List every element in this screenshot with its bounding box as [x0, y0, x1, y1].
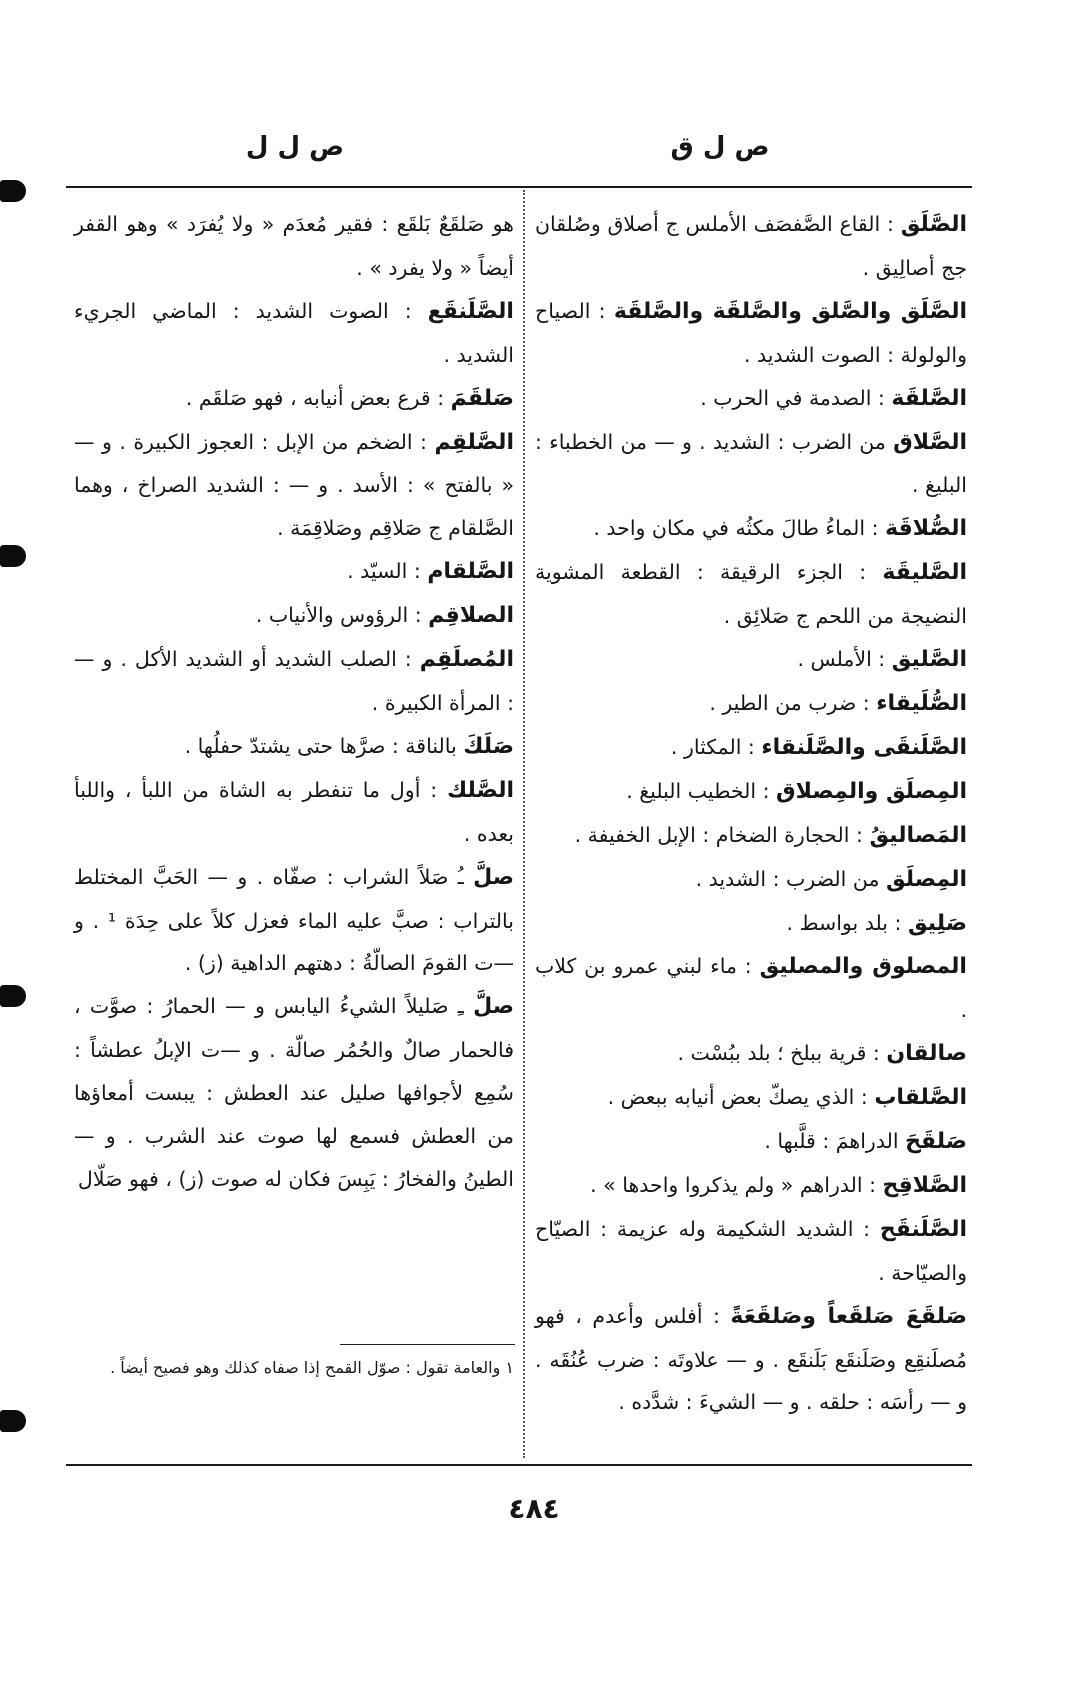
entry-headword: الصَّلاق — [893, 429, 967, 455]
entry-definition: : ماء لبني عمرو بن كلاب . — [535, 954, 967, 1023]
entry-headword: صالقان — [886, 1041, 967, 1067]
dictionary-entry — [535, 551, 967, 638]
dictionary-entry — [535, 638, 967, 682]
dictionary-entry — [74, 290, 514, 377]
dictionary-entry — [535, 945, 967, 1032]
dictionary-entry — [535, 770, 967, 814]
binding-mark — [0, 1410, 26, 1432]
entry-headword: الصَّليق — [891, 647, 967, 673]
dictionary-entry — [535, 1164, 967, 1208]
dictionary-entry — [74, 985, 514, 1201]
binding-mark — [0, 985, 26, 1007]
dictionary-entry — [535, 1208, 967, 1295]
entry-headword: صلَّ — [473, 864, 514, 890]
dictionary-entry — [74, 725, 514, 769]
entry-definition: من الضرب : الشديد . و — من الخطباء : البليغ . — [535, 429, 967, 498]
entry-definition: : قرع بعض أنيابه ، فهو صَلقَم . — [185, 385, 445, 410]
entry-headword: المِصلَق — [885, 866, 967, 892]
entry-definition: : الصدمة في الحرب . — [700, 385, 885, 410]
dictionary-entry — [74, 421, 514, 551]
entry-headword: صَلَكَ — [463, 733, 514, 759]
entry-definition: : الجزء الرقيقة : القطعة المشوية النضيجة من اللحم ج صَلائِق . — [535, 560, 967, 629]
entry-headword: الصَّلَق والصَّلق والصَّلقَة والصَّلقَة — [613, 298, 967, 324]
dictionary-entry — [535, 421, 967, 508]
entry-headword: الصَّلَنقَح — [879, 1216, 967, 1242]
entry-definition: : الشديد الشكيمة وله عزيمة : الصيّاح والصيّاحة . — [535, 1216, 967, 1285]
entry-definition: : الصلب الشديد أو الشديد الأكل . و — : المرأة الكبيرة . — [74, 647, 514, 715]
left-column — [74, 203, 514, 1201]
entry-definition: ـِ صَليلاً الشيءُ اليابس و — الحمارُ : صوَّت ، فالحمار صالٌ والحُمُر صالّة . و —ت الإبلُ عطشاً : سُمِع لأجوافها صليل عند العطش : يبست أمعاؤها من العطش فسمع لها صوت عند الشرب . و — الطينُ والفخارُ : يَبِسَ فكان له صوت (ز) ، فهو صَلّال — [74, 994, 514, 1191]
entry-definition: : أول ما تنفطر به الشاة من اللبأ ، واللبأ بعده . — [74, 777, 514, 846]
entry-definition: : الحجارة الضخام : الإبل الخفيفة . — [574, 822, 863, 847]
dictionary-entry — [74, 550, 514, 594]
dictionary-entry — [535, 1076, 967, 1120]
entry-definition: : القاع الصَّفصَف الأملس ج أصلاق وصُلقان جج أصالِيق . — [535, 212, 967, 280]
entry-definition: : الرؤوس والأنياب . — [255, 603, 422, 628]
footnote-rule — [340, 1344, 515, 1345]
entry-definition: : الضخم من الإبل : العجوز الكبيرة . و — « بالفتح » : الأسد . و — : الشديد الصراخ ، وهما الصَّلقام ج صَلاقِم وصَلاقِمَة . — [74, 429, 514, 541]
entry-headword: المصلوق والمصليق — [759, 954, 967, 980]
dictionary-entry — [535, 726, 967, 770]
entry-headword: الصَّلقاب — [874, 1085, 967, 1111]
entry-headword: صَلقَمَ — [450, 385, 514, 411]
dictionary-entry — [74, 638, 514, 725]
dictionary-entry — [535, 1032, 967, 1076]
dictionary-entry — [74, 377, 514, 421]
dictionary-entry — [535, 1295, 967, 1425]
entry-definition: هو صَلقَعٌ بَلقَع : فقير مُعدَم « ولا يُفرَد » وهو القفر أيضاً « ولا يفرد » . — [74, 212, 514, 280]
entry-definition: من الضرب : الشديد . — [695, 866, 880, 891]
bottom-rule — [66, 1464, 972, 1466]
entry-headword: صَلقَحَ — [905, 1129, 967, 1155]
entry-definition: : السيّد . — [347, 559, 421, 584]
entry-headword: الصَّلك — [447, 777, 514, 803]
entry-headword: المِصلَق والمِصلاق — [776, 778, 967, 804]
entry-definition: : الدراهم « ولم يذكروا واحدها » . — [590, 1172, 877, 1197]
dictionary-entry — [74, 856, 514, 986]
entry-definition: : الأملس . — [797, 647, 886, 672]
footnote: ١ والعامة تقول : صوّل القمح إذا صفاه كذلك وهو فصيح أيضاً . — [110, 1358, 514, 1377]
dictionary-entry — [535, 902, 967, 946]
entry-definition: : الخطيب البليغ . — [626, 778, 770, 803]
dictionary-entry — [535, 203, 967, 290]
top-rule — [66, 186, 972, 188]
entry-headword: الصَّلَنقَع — [427, 298, 514, 324]
entry-headword: صلَّ — [473, 994, 514, 1020]
column-divider — [523, 190, 525, 1458]
page-number: ٤٨٤ — [508, 1492, 560, 1525]
entry-headword: الصَّلقِم — [434, 429, 514, 455]
dictionary-entry — [535, 682, 967, 726]
entry-headword: الصُّلَيقاء — [876, 690, 967, 716]
dictionary-entry — [535, 377, 967, 421]
entry-definition: : الصوت الشديد : الماضي الجريء الشديد . — [74, 298, 514, 367]
entry-definition: بالناقة : صرَّها حتى يشتدّ حفلُها . — [184, 733, 457, 758]
entry-headword: الصَّلقام — [427, 559, 514, 585]
dictionary-entry — [535, 1120, 967, 1164]
entry-definition: : أفلس وأعدم ، فهو مُصلَنقِع وصَلَنقَع بَلَنقَع . و — علاوتَه : ضرب عُنُقَه . و — رأسَه : حلقه . و — الشيءَ : شدَّده . — [535, 1303, 967, 1415]
entry-headword: المُصلَقِم — [419, 647, 514, 673]
entry-headword: الصَّلاقِح — [882, 1172, 967, 1198]
entry-definition: الدراهمَ : قلَّبها . — [764, 1129, 899, 1154]
root-header-right: ص ل ق — [670, 132, 770, 162]
entry-headword: الصَّليقَة — [882, 560, 967, 586]
root-header-left: ص ل ل — [245, 132, 345, 162]
dictionary-entry — [535, 858, 967, 902]
entry-definition: : بلد بواسط . — [786, 910, 902, 935]
entry-headword: الصُّلاقَة — [885, 516, 967, 542]
entry-definition: : الصياح والولولة : الصوت الشديد . — [535, 298, 967, 367]
binding-mark — [0, 545, 26, 567]
dictionary-entry — [74, 594, 514, 638]
entry-definition: : الماءُ طالَ مكثُه في مكان واحد . — [593, 516, 879, 541]
dictionary-entry — [74, 203, 514, 290]
entry-definition: : قرية ببلخ ؛ بلد ببُسْت . — [677, 1041, 880, 1066]
entry-headword: المَصاليقُ — [869, 822, 967, 848]
entry-definition: : الذي يصكّ بعض أنيابه ببعض . — [607, 1085, 868, 1110]
entry-headword: الصَّلقَة — [891, 385, 967, 411]
entry-definition: : ضرب من الطير . — [709, 690, 870, 715]
dictionary-entry — [535, 290, 967, 377]
entry-headword: صَلِيق — [907, 910, 967, 936]
dictionary-entry — [74, 769, 514, 856]
entry-definition: : المكثار . — [670, 734, 755, 759]
right-column — [535, 203, 967, 1424]
entry-headword: الصَّلَنقَى والصَّلَنقاء — [761, 734, 967, 760]
dictionary-entry — [535, 814, 967, 858]
entry-headword: الصَّلَق — [900, 212, 967, 237]
binding-mark — [0, 180, 26, 202]
entry-definition: ـُ صَلاً الشراب : صفّاه . و — الحَبَّ المختلط بالتراب : صبَّ عليه الماء فعزل كلاً على حِدَة ¹ . و —ت القومَ الصالّةُ : دهتهم الداهية (ز) . — [74, 864, 514, 976]
entry-headword: صَلقَعَ صَلقَعاً وصَلقَعَةً — [730, 1303, 967, 1329]
entry-headword: الصلاقِم — [428, 603, 514, 629]
dictionary-entry — [535, 507, 967, 551]
